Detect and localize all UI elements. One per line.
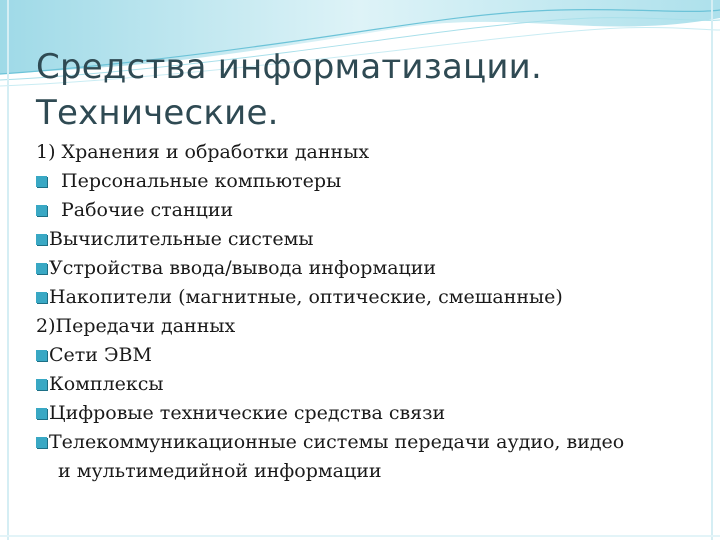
list-item-text: Телекоммуникационные системы передачи аудио, видео [49,431,625,453]
list-item-text: Комплексы [49,373,164,395]
content-list [36,138,696,486]
list-item-text: Сети ЭВМ [49,344,152,366]
list-item [36,225,696,254]
list-item [36,341,696,370]
list-item [36,167,696,196]
square-bullet-icon [36,263,47,274]
title-line-2: Технические. [36,93,279,133]
list-item [36,138,696,167]
list-item-text: 1) Хранения и обработки данных [36,141,370,163]
slide-title [36,44,696,136]
square-bullet-icon [36,379,47,390]
list-item [36,399,696,428]
square-bullet-icon [36,408,47,419]
square-bullet-icon [36,292,47,303]
list-item-text-continued: и мультимедийной информации [58,460,382,482]
list-item [36,196,696,225]
title-line-1: Средства информатизации. [36,47,542,87]
square-bullet-icon [36,437,47,448]
list-item-text: Рабочие станции [61,199,234,221]
list-item [36,312,696,341]
square-bullet-icon [36,176,47,187]
list-item [36,370,696,399]
list-item-text: Накопители (магнитные, оптические, смешанные) [49,286,563,308]
square-bullet-icon [36,350,47,361]
list-item [36,283,696,312]
list-item-text: Цифровые технические средства связи [49,402,446,424]
list-item-text: Вычислительные системы [49,228,314,250]
list-item-text: Устройства ввода/вывода информации [49,257,437,279]
list-item-text: 2)Передачи данных [36,315,236,337]
list-item-text: Персональные компьютеры [61,170,342,192]
square-bullet-icon [36,205,47,216]
list-item [36,254,696,283]
square-bullet-icon [36,234,47,245]
list-item [36,428,696,486]
